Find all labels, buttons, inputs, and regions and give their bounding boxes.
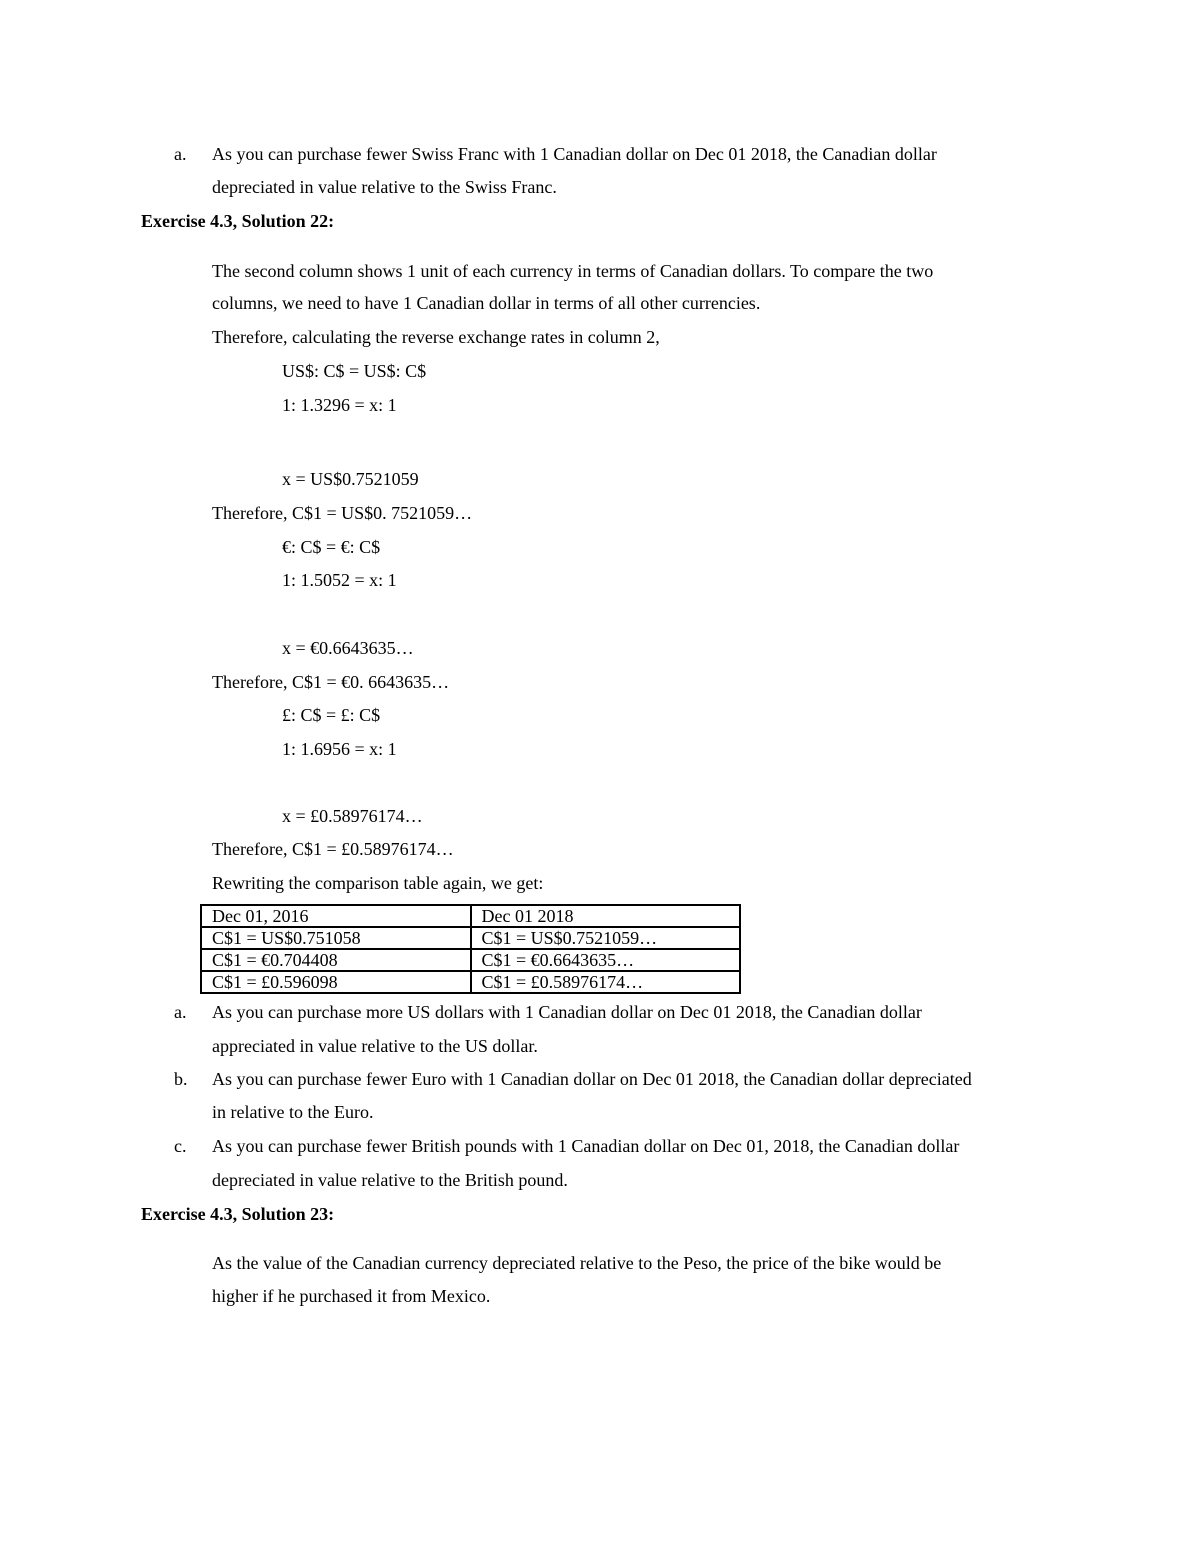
usd-equation: 1: 1.3296 = x: 1 — [282, 395, 397, 415]
table-row — [201, 949, 740, 971]
table-row — [201, 971, 740, 993]
table-cell: C$1 = US$0.7521059… — [471, 927, 741, 949]
table-intro: Rewriting the comparison table again, we get: — [212, 873, 544, 893]
eur-ratio: €: C$ = €: C$ — [282, 537, 381, 557]
table-cell: C$1 = €0.6643635… — [471, 949, 741, 971]
usd-ratio: US$: C$ = US$: C$ — [282, 361, 427, 381]
eur-conclusion: Therefore, C$1 = €0. 6643635… — [212, 672, 450, 692]
list-marker: b. — [174, 1069, 188, 1089]
usd-conclusion: Therefore, C$1 = US$0. 7521059… — [212, 503, 473, 523]
answer-a-line-1: As you can purchase more US dollars with 1 Canadian dollar on Dec 01 2018, the Canadian dollar — [212, 1002, 922, 1022]
list-marker: c. — [174, 1136, 187, 1156]
table-cell: C$1 = €0.704408 — [201, 949, 471, 971]
solution-23-line-2: higher if he purchased it from Mexico. — [212, 1286, 491, 1306]
table-header-cell: Dec 01, 2016 — [201, 905, 471, 927]
answer-b-line-1: As you can purchase fewer Euro with 1 Canadian dollar on Dec 01 2018, the Canadian dollar depreciated — [212, 1069, 972, 1089]
eur-result: x = €0.6643635… — [282, 638, 414, 658]
gbp-conclusion: Therefore, C$1 = £0.58976174… — [212, 839, 454, 859]
solution-22-paragraph-line-3: Therefore, calculating the reverse exchange rates in column 2, — [212, 327, 660, 347]
list-marker: a. — [174, 1002, 187, 1022]
table-header-row — [201, 905, 740, 927]
eur-equation: 1: 1.5052 = x: 1 — [282, 570, 397, 590]
usd-result: x = US$0.7521059 — [282, 469, 419, 489]
table-cell: C$1 = US$0.751058 — [201, 927, 471, 949]
answer-c-line-1: As you can purchase fewer British pounds with 1 Canadian dollar on Dec 01, 2018, the Canadian dollar — [212, 1136, 960, 1156]
solution-22-paragraph-line-2: columns, we need to have 1 Canadian dollar in terms of all other currencies. — [212, 293, 761, 313]
table-cell: C$1 = £0.58976174… — [471, 971, 741, 993]
gbp-equation: 1: 1.6956 = x: 1 — [282, 739, 397, 759]
gbp-ratio: £: C$ = £: C$ — [282, 705, 381, 725]
solution-22-heading: Exercise 4.3, Solution 22: — [141, 211, 335, 231]
intro-item-line-2: depreciated in value relative to the Swiss Franc. — [212, 177, 557, 197]
solution-23-line-1: As the value of the Canadian currency depreciated relative to the Peso, the price of the bike would be — [212, 1253, 942, 1273]
table-cell: C$1 = £0.596098 — [201, 971, 471, 993]
answer-b-line-2: in relative to the Euro. — [212, 1102, 374, 1122]
list-marker: a. — [174, 144, 187, 164]
gbp-result: x = £0.58976174… — [282, 806, 423, 826]
table-row — [201, 927, 740, 949]
intro-item-line-1: As you can purchase fewer Swiss Franc with 1 Canadian dollar on Dec 01 2018, the Canadian dollar — [212, 144, 937, 164]
solution-22-paragraph-line-1: The second column shows 1 unit of each currency in terms of Canadian dollars. To compare the two — [212, 261, 934, 281]
answer-a-line-2: appreciated in value relative to the US dollar. — [212, 1036, 538, 1056]
table-header-cell: Dec 01 2018 — [471, 905, 741, 927]
solution-23-heading: Exercise 4.3, Solution 23: — [141, 1204, 335, 1224]
comparison-table — [200, 904, 741, 994]
answer-c-line-2: depreciated in value relative to the British pound. — [212, 1170, 568, 1190]
